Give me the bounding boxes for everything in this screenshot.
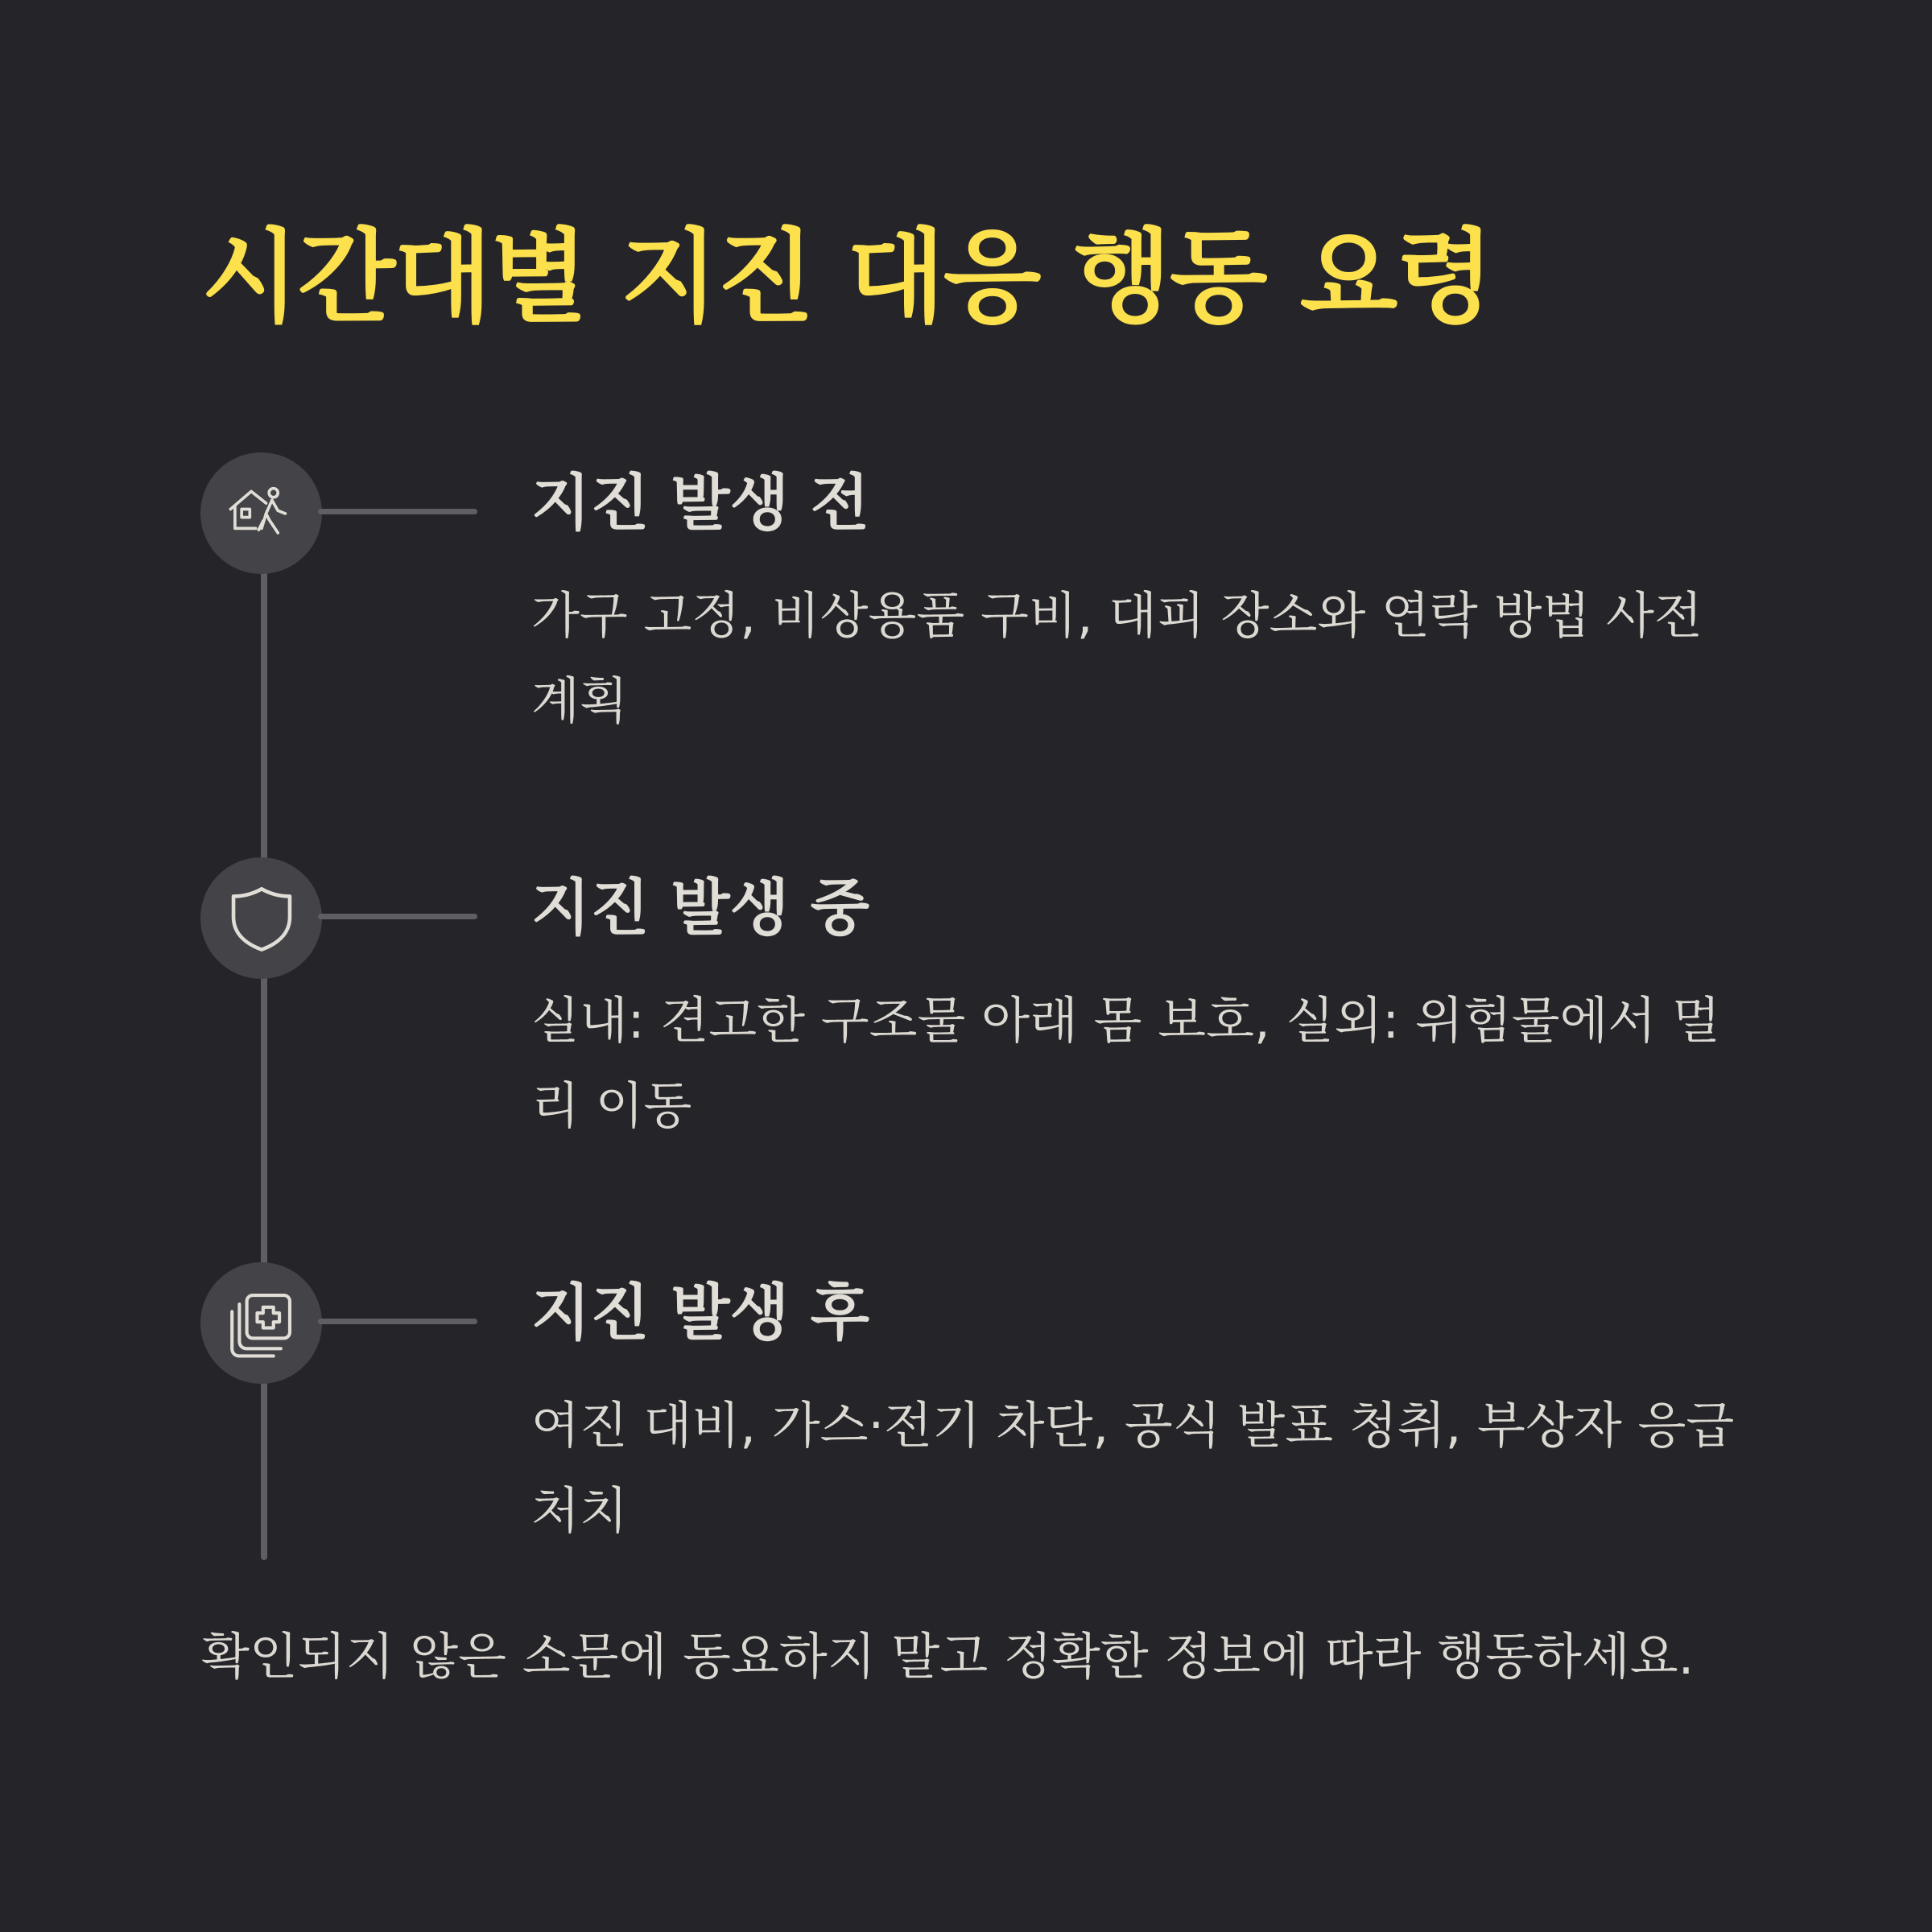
connector-line bbox=[318, 914, 477, 919]
step-description: 가구 고정, 비상용품 구비, 대피 장소와 연락 방법 사전 계획 bbox=[531, 586, 1703, 730]
connector-line bbox=[318, 509, 477, 514]
step-description: 여진 대비, 가스·전기 차단, 공식 발표 청취, 부상자 응급처치 bbox=[531, 1396, 1735, 1540]
step-title: 지진 발생 후 bbox=[531, 1277, 869, 1348]
house-evacuation-icon bbox=[200, 452, 322, 574]
page-title: 시간대별 지진 대응 행동 요령 bbox=[201, 218, 1493, 336]
step-title: 지진 발생 중 bbox=[531, 872, 869, 943]
timeline-line bbox=[261, 512, 267, 1560]
connector-line bbox=[318, 1319, 477, 1324]
footer-note: 확인되지 않은 소문에 동요하지 말고 정확한 정보에 따라 행동하세요. bbox=[201, 1627, 1695, 1686]
step-description: 실내: 견고한 구조물 아래 몸 보호, 실외: 위험물에서 멀리 이동 bbox=[531, 991, 1720, 1135]
shield-icon bbox=[200, 857, 322, 979]
step-title: 지진 발생 전 bbox=[531, 467, 869, 539]
first-aid-icon bbox=[200, 1262, 322, 1384]
